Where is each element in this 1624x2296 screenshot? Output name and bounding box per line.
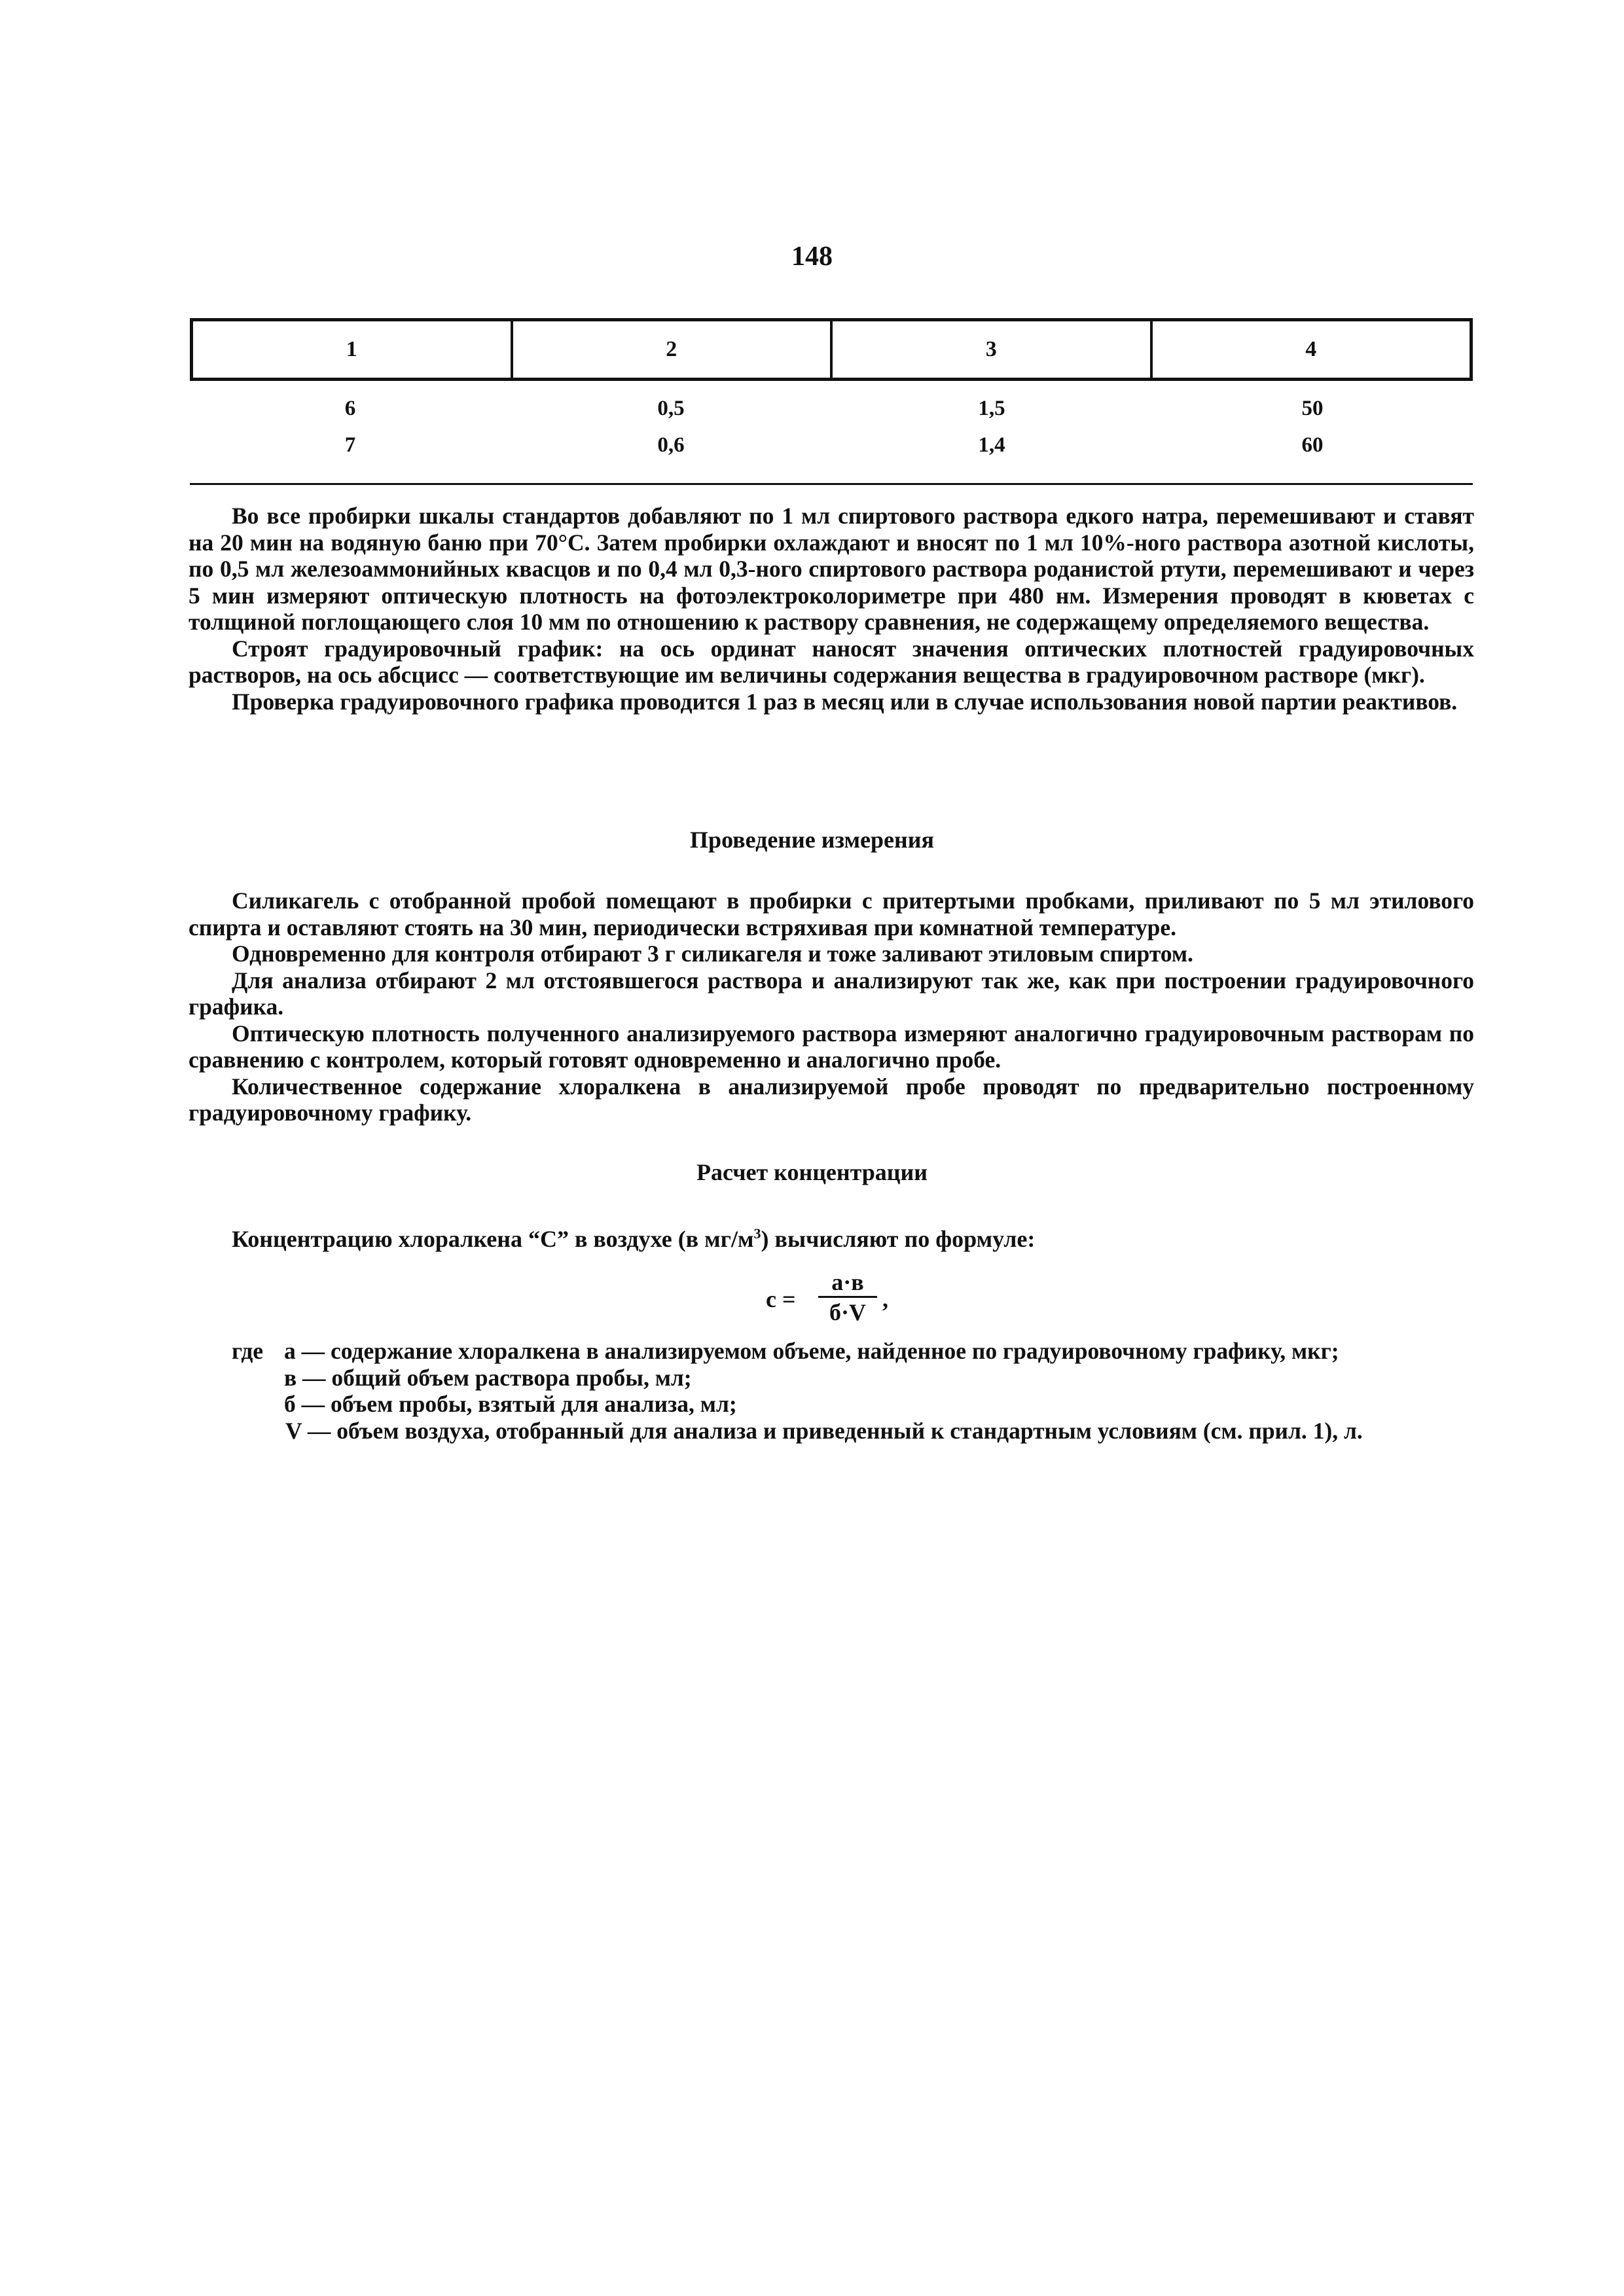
- table-header-cell: 3: [830, 321, 1150, 378]
- table-cell: 7: [344, 433, 356, 457]
- table-cell: 6: [344, 397, 356, 420]
- paragraph: Оптическую плотность полученного анализируемого раствора измеряют аналогично градуировочным растворам по сравнению с контролем, который готовят одновременно и аналогично пробе.: [189, 1020, 1474, 1073]
- legend-item: б — объем пробы, взятый для анализа, мл;: [284, 1391, 737, 1417]
- formula-intro-text: Концентрацию хлоралкена “С” в воздухе (в мг/м: [232, 1226, 754, 1252]
- formula-legend: [232, 1338, 1475, 1444]
- legend-row: [232, 1418, 1475, 1444]
- table-header-cell: 1: [346, 337, 357, 361]
- formula-trail: ,: [882, 1286, 888, 1312]
- fraction-bar: [818, 1296, 877, 1298]
- where-label: где: [232, 1338, 264, 1364]
- legend-row: [232, 1365, 1475, 1391]
- table-bottom-rule: [190, 483, 1473, 485]
- formula-intro-superscript: 3: [753, 1225, 761, 1242]
- section-heading-calculation: Расчет концентрации: [696, 1159, 928, 1185]
- table-header-cell: 2: [511, 321, 831, 378]
- formula-intro-text-end: ) вычисляют по формуле:: [761, 1226, 1036, 1252]
- legend-item: а — содержание хлоралкена в анализируемом объеме, найденное по градуировочному графику, мкг;: [284, 1338, 1339, 1364]
- paragraph: Во все пробирки шкалы стандартов добавляют по 1 мл спиртового раствора едкого натра, перемешивают и ставят на 20 мин на водяную баню при 70°С. Затем пробирки охлаждают и вносят по 1 мл 10%-ного раствора азотной кислоты, по 0,5 мл железоаммонийных квасцов и по 0,4 мл 0,3-ного спиртового раствора роданистой ртути, перемешивают и через 5 мин измеряют оптическую плотность на фотоэлектроколориметре при 480 нм. Измерения проводят в кюветах с толщиной поглощающего слоя 10 мм по отношению к раствору сравнения, не содержащему определяемого вещества.: [189, 503, 1474, 635]
- table-cell: 60: [1301, 433, 1324, 457]
- table-header-cell: 4: [1150, 321, 1470, 378]
- table-cell: 1,5: [978, 397, 1005, 420]
- paragraph: Для анализа отбирают 2 мл отстоявшегося раствора и анализируют так же, как при построении градуировочного графика.: [189, 967, 1474, 1020]
- concentration-formula: [766, 1268, 910, 1327]
- table-header: [190, 318, 1473, 381]
- table-cell: 50: [1301, 397, 1324, 420]
- legend-item: V — объем воздуха, отобранный для анализа и приведенный к стандартным условиям (см. прил. 1), л.: [285, 1417, 1363, 1444]
- legend-row: [232, 1338, 1475, 1365]
- formula-lhs: с =: [766, 1286, 796, 1312]
- table-row: [190, 397, 1473, 433]
- paragraph: Строят градуировочный график: на ось ординат наносят значения оптических плотностей градуировочных растворов, на ось абсцисс — соответствующие им величины содержания вещества в градуировочном растворе (мкг).: [189, 635, 1474, 688]
- paragraph: Одновременно для контроля отбирают 3 г силикагеля и тоже заливают этиловым спиртом.: [232, 941, 1193, 967]
- paragraph: Количественное содержание хлоралкена в анализируемой пробе проводят по предварительно построенному градуировочному графику.: [189, 1073, 1474, 1126]
- measurement-text: [189, 888, 1474, 1126]
- table-cell: 0,5: [657, 397, 685, 420]
- table-cell: 0,6: [657, 433, 685, 457]
- formula-intro: [232, 1225, 1410, 1253]
- legend-item: в — общий объем раствора пробы, мл;: [284, 1364, 692, 1391]
- table-row: [190, 433, 1473, 470]
- legend-row: [232, 1391, 1475, 1418]
- section-heading-measurement: Проведение измерения: [690, 827, 934, 853]
- paragraph: Проверка градуировочного графика проводится 1 раз в месяц или в случае использования новой партии реактивов.: [232, 688, 1458, 715]
- intro-text: [189, 503, 1474, 715]
- page-number: 148: [791, 242, 833, 272]
- formula-numerator: а·в: [831, 1269, 864, 1295]
- formula-denominator: б·V: [829, 1299, 866, 1325]
- table-cell: 1,4: [978, 433, 1005, 457]
- paragraph: Силикагель с отобранной пробой помещают в пробирки с притертыми пробками, приливают по 5 мл этилового спирта и оставляют стоять на 30 мин, периодически встряхивая при комнатной температуре.: [189, 888, 1474, 941]
